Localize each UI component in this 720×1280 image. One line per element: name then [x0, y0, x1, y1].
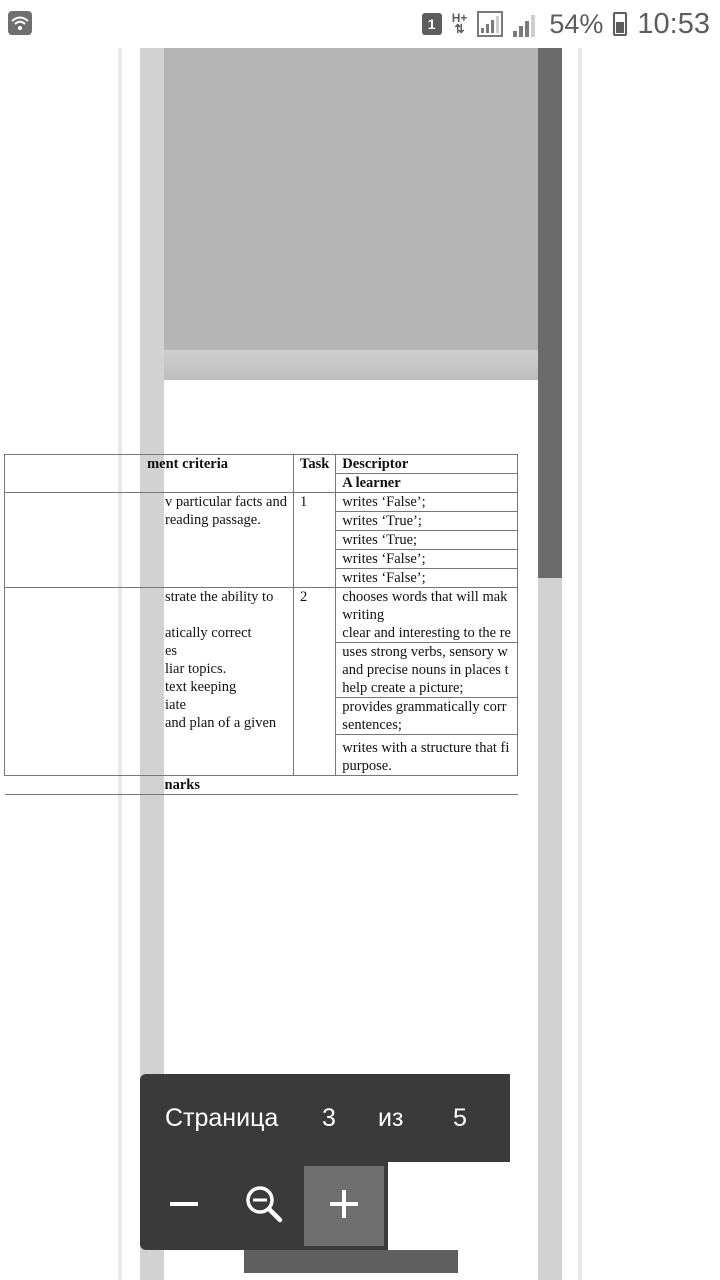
descriptor-line: purpose. [342, 758, 392, 774]
viewer-shadow-right [578, 48, 582, 1280]
minus-button[interactable] [144, 1166, 224, 1246]
criteria-line: strate the ability to [165, 589, 274, 605]
descriptor-line: writing [342, 607, 385, 623]
wifi-icon [8, 11, 32, 35]
descriptor-line: help create a picture; [342, 680, 464, 696]
criteria-line: es [165, 643, 178, 659]
data-arrows-icon: ⇅ [454, 22, 465, 36]
zoom-in-button[interactable] [304, 1166, 384, 1246]
descriptor-line: sentences; [342, 717, 402, 733]
descriptor-cell: writes ‘True’; [336, 512, 518, 531]
zoom-out-button[interactable] [224, 1166, 304, 1246]
table-row [5, 493, 518, 512]
criteria-line: and plan of a given [165, 715, 277, 731]
previous-page-area [164, 48, 538, 350]
footer-cell [5, 776, 518, 795]
criteria-line: atically correct [165, 625, 252, 641]
signal-strength-2-icon [513, 11, 539, 37]
descriptor-cell: writes ‘False’; [336, 550, 518, 569]
minus-icon [168, 1188, 200, 1225]
network-type-text: H+ [451, 11, 468, 25]
page-label: Страница [165, 1104, 279, 1132]
page-indicator [140, 1074, 510, 1162]
descriptor-line: uses strong verbs, sensory w [342, 644, 508, 660]
descriptor-cell [336, 735, 518, 776]
criteria-line: v particular facts and [165, 494, 287, 510]
header-criteria [5, 455, 294, 493]
plus-icon [328, 1188, 360, 1225]
criteria-cell [5, 588, 294, 776]
descriptor-cell [336, 698, 518, 735]
task-cell: 1 [293, 493, 335, 588]
descriptor-cell: writes ‘True; [336, 531, 518, 550]
descriptor-cell [336, 643, 518, 698]
descriptor-line: clear and interesting to the re [342, 625, 511, 641]
horizontal-scrollbar-thumb[interactable] [244, 1250, 458, 1273]
header-criteria-text: ment criteria [147, 456, 228, 472]
assessment-table [4, 454, 518, 795]
descriptor-cell: writes ‘False’; [336, 569, 518, 588]
zoom-controls [140, 1162, 388, 1250]
total-pages: 5 [453, 1104, 467, 1132]
descriptor-line: provides grammatically corr [342, 699, 507, 715]
document-page[interactable] [147, 48, 538, 1250]
subheader-learner: A learner [336, 474, 518, 493]
descriptor-line: chooses words that will mak [342, 589, 508, 605]
header-task: Task [293, 455, 335, 493]
descriptor-cell: writes ‘False’; [336, 493, 518, 512]
zoom-out-icon [244, 1184, 284, 1229]
descriptor-line: and precise nouns in places t [342, 662, 509, 678]
task-cell: 2 [293, 588, 335, 776]
network-type-label [452, 13, 468, 35]
footer-text: narks [164, 777, 200, 793]
page-separator [164, 350, 538, 380]
table-footer-row [5, 776, 518, 795]
page-of-label: из [378, 1104, 404, 1132]
criteria-line: text keeping [165, 679, 237, 695]
signal-strength-icon [477, 11, 503, 37]
clock: 10:53 [637, 7, 710, 40]
criteria-line [165, 606, 287, 624]
criteria-line: iate [165, 697, 186, 713]
sim-badge-icon: 1 [422, 13, 442, 35]
descriptor-cell [336, 588, 518, 643]
header-descriptor: Descriptor [336, 455, 518, 474]
current-page: 3 [322, 1104, 336, 1132]
criteria-line: reading passage. [165, 512, 261, 528]
table-header-row [5, 455, 518, 474]
battery-icon [613, 12, 627, 36]
criteria-cell [5, 493, 294, 588]
vertical-scrollbar-thumb[interactable] [538, 48, 562, 578]
descriptor-line: writes with a structure that fi [342, 740, 510, 756]
table-row [5, 588, 518, 643]
status-bar [0, 0, 720, 48]
battery-percent: 54% [549, 8, 604, 39]
criteria-line: liar topics. [165, 661, 227, 677]
